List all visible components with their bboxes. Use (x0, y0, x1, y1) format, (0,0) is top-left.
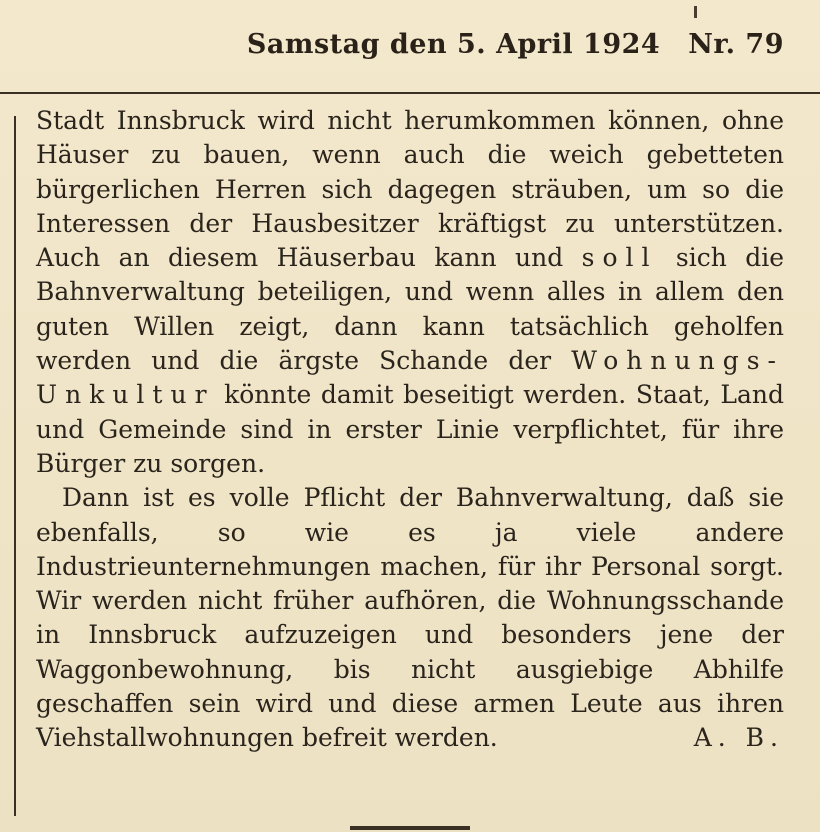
paragraph-1-text-a: Stadt Innsbruck wird nicht herumkommen können, ohne Häuser zu bauen, wenn auch die weich gebetteten bürgerlichen Herren sich dagegen sträuben, um so die Interessen der Hausbesitzer kräftigst zu unterstützen. Auch an diesem Häuserbau kann und (36, 106, 784, 273)
author-signature: A. B. (693, 723, 784, 753)
header-rule (0, 92, 820, 94)
spaced-word-soll: soll (581, 243, 658, 273)
header-issue-number: Nr. 79 (688, 28, 784, 60)
spaced-word-wohnungs-unkultur: Wohnungs-Unkultur (36, 346, 784, 410)
bottom-rule-fragment (350, 826, 470, 830)
header-date: Samstag den 5. April 1924 (246, 28, 661, 60)
paragraph-2-text: Dann ist es volle Pflicht der Bahnverwaltung, daß sie ebenfalls, so wie es ja viele andere Industrieunternehmungen machen, für ihr Personal sorgt. Wir werden nicht früher aufhören, die Wohnungsschande in Innsbruck aufzuzeigen und besonders jene der Waggonbewohnung, bis nicht ausgiebige Abhilfe geschaffen sein wird und diese armen Leute aus ihren Viehstallwohnungen befreit werden. (36, 483, 784, 753)
article-paragraph-2 (36, 481, 784, 755)
page-header (0, 22, 820, 66)
print-speck (694, 6, 697, 18)
paragraph-1-text-c: könnte damit beseitigt werden. Staat, Land und Gemeinde sind in erster Linie verpflichtet, für ihre Bürger zu sorgen. (36, 380, 784, 478)
article-paragraph-1 (36, 104, 784, 481)
paragraph-1-text-b: sich die Bahnverwaltung beteiligen, und wenn alles in allem den guten Willen zeigt, dann kann tatsächlich geholfen werden und die ärgste Schande der (36, 243, 784, 376)
article-body (36, 104, 784, 756)
column-rule (14, 116, 16, 816)
